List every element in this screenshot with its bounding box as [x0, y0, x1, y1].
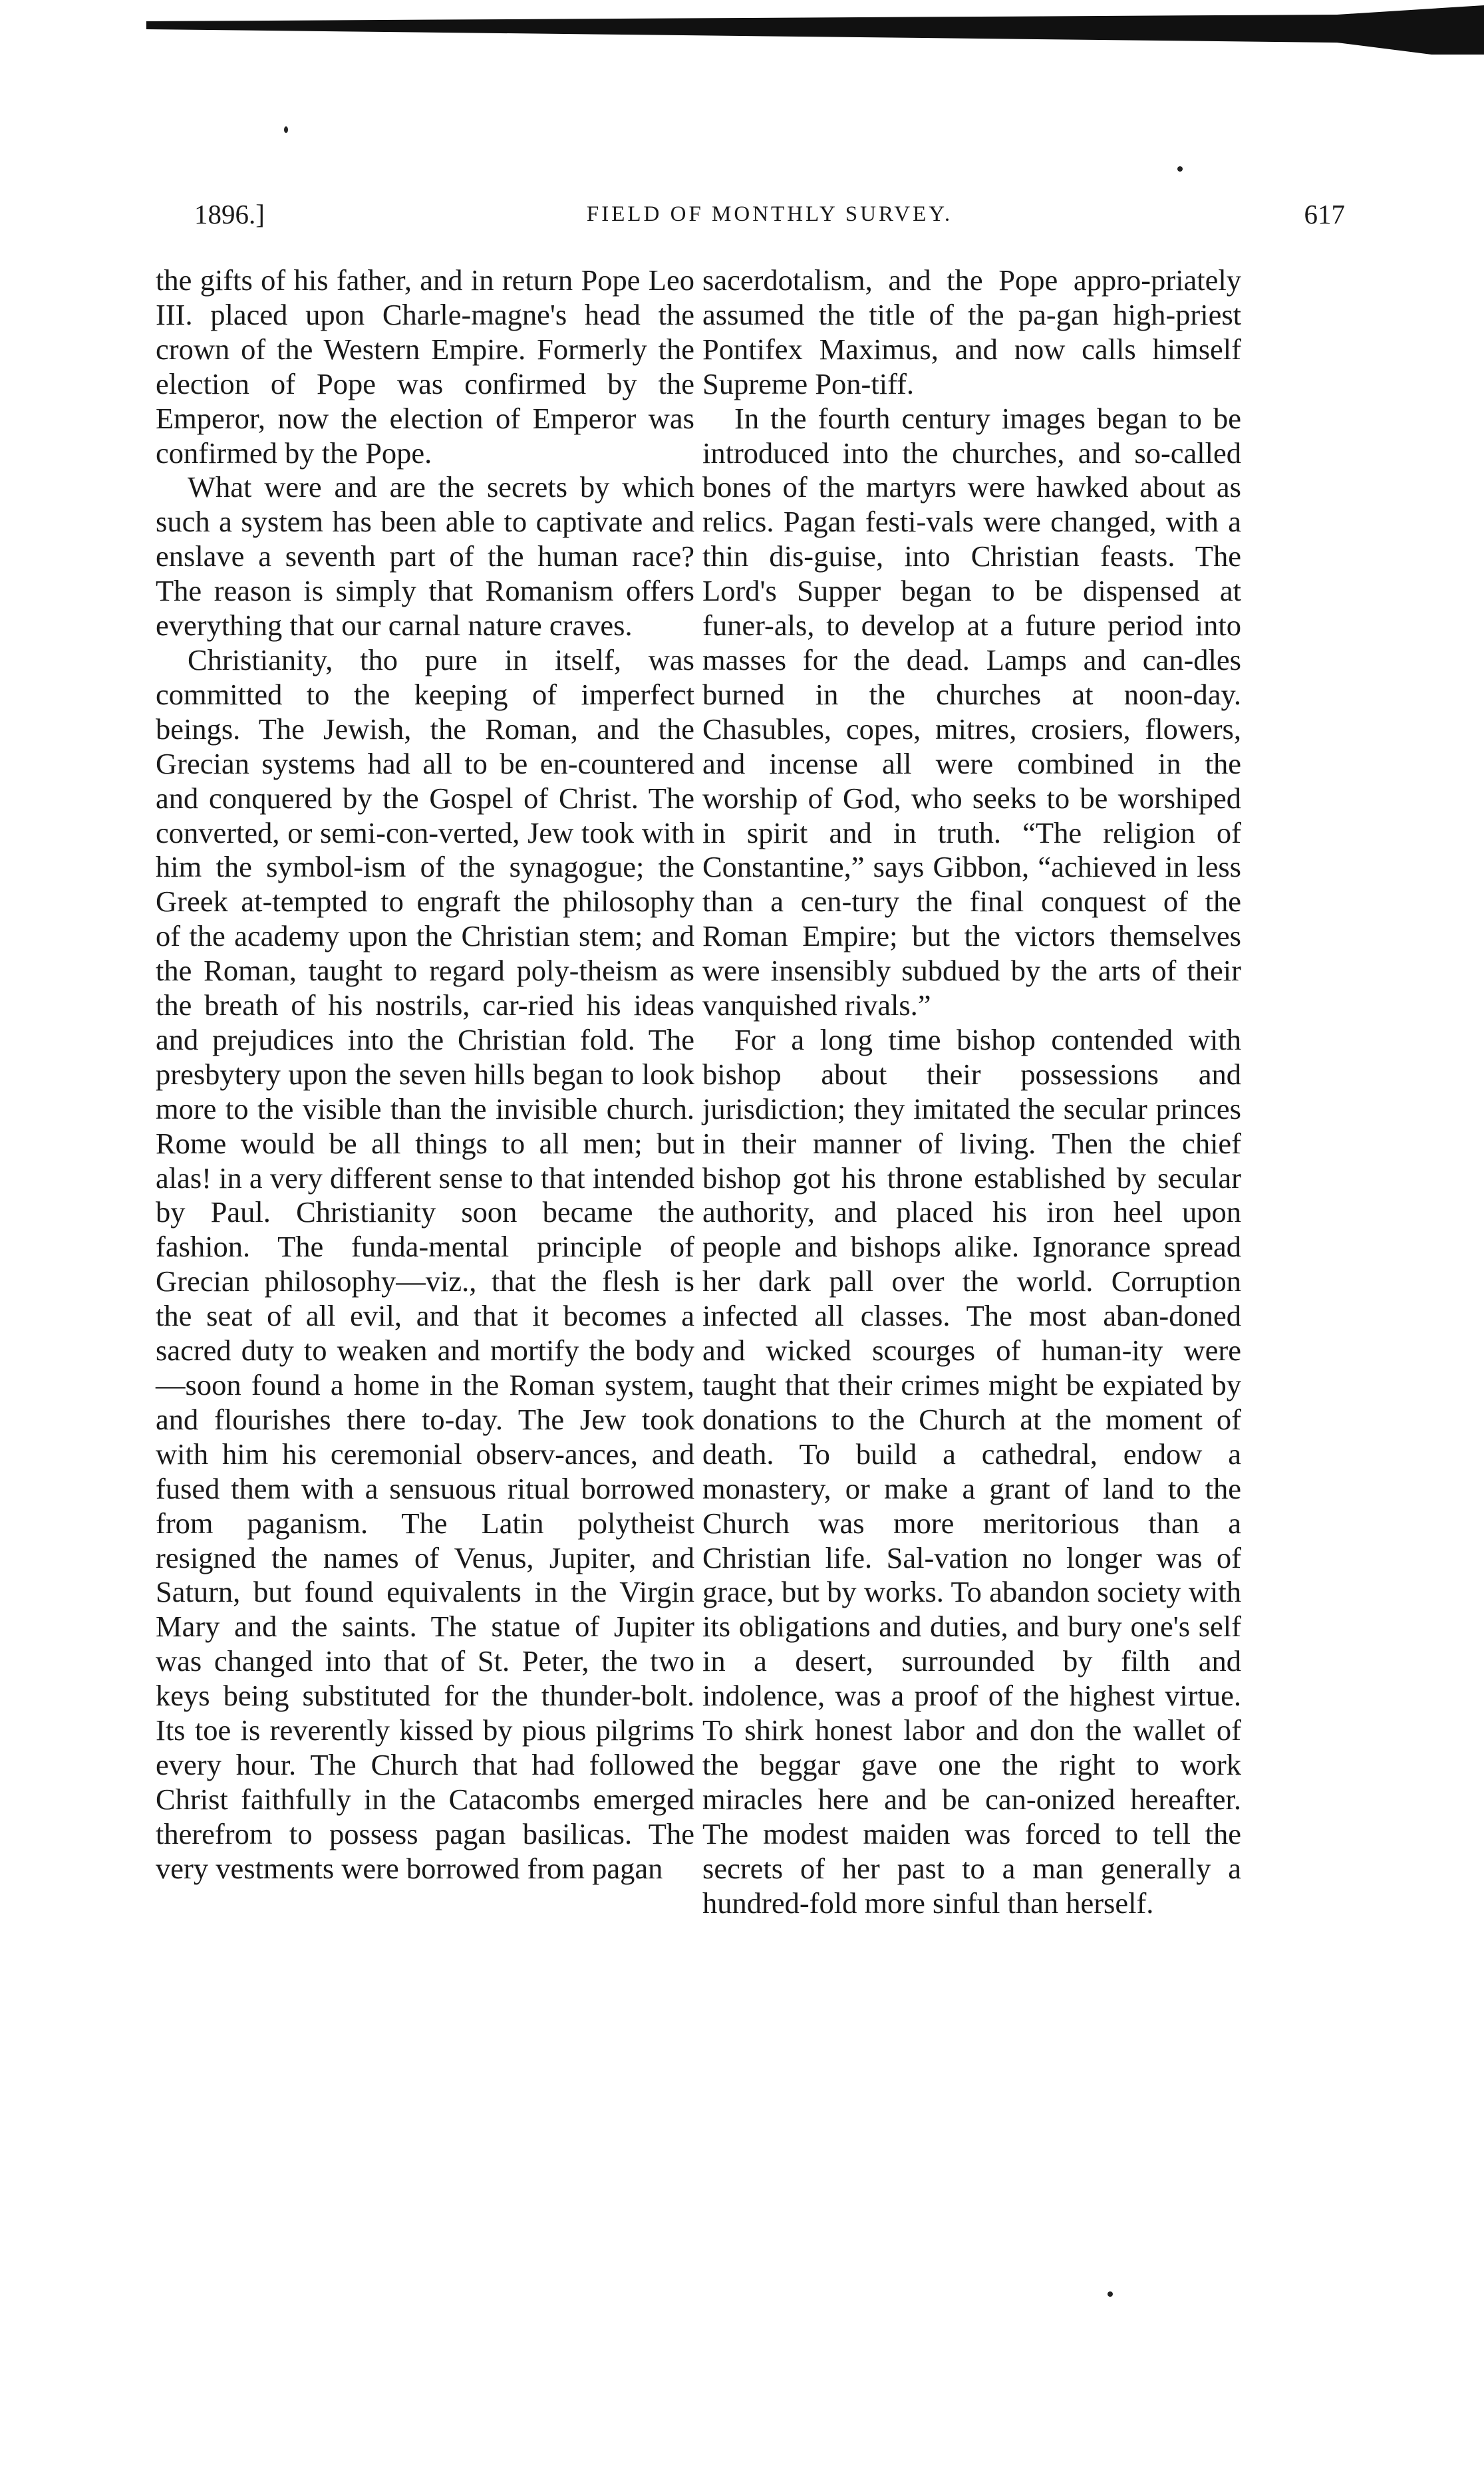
paragraph: sacerdotalism, and the Pope appro-priately assumed the title of the pa-gan high-priest Pontifex Maximus, and now calls himself Supreme Pon-tiff. — [702, 263, 1241, 400]
left-column — [156, 263, 694, 1886]
page-number: 617 — [1304, 199, 1345, 229]
paragraph: For a long time bishop contended with bishop about their possessions and jurisdiction; they imitated the secular princes in their manner of living. Then the chief bishop got his throne established by secular authority, and placed his iron heel upon people and bishops alike. Ignorance spread her dark pall over the world. Corruption infected all classes. The most aban-doned and wicked scourges of human-ity were taught that their crimes might be expiated by donations to the Church at the moment of death. To build a cathedral, endow a monastery, or make a grant of land to the Church was more meritorious than a Christian life. Sal-vation no longer was of grace, but by works. To abandon society with its obligations and duties, and bury one's self in a desert, surrounded by filth and indolence, was a proof of the highest virtue. To shirk honest labor and don the wallet of the beggar gave one the right to work miracles here and be can-onized hereafter. The modest maiden was forced to tell the secrets of her past to a man generally a hundred-fold more sinful than herself. — [702, 1022, 1241, 1920]
paragraph: Christianity, tho pure in itself, was committed to the keeping of imperfect beings. The Jewish, the Roman, and the Grecian systems had all to be en-countered and conquered by the Gospel of Christ. The converted, or semi-con-verted, Jew took with him the symbol-ism of the synagogue; the Greek at-tempted to engraft the philosophy of the academy upon the Christian stem; and the Roman, taught to regard poly-theism as the breath of his nostrils, car-ried his ideas and prejudices into the Christian fold. The presbytery upon the seven hills began to look more to the visible than the invisible church. Rome would be all things to all men; but alas! in a very different sense to that intended by Paul. Christianity soon became the fashion. The funda-mental principle of Grecian philosophy—viz., that the flesh is the seat of all evil, and that it becomes a sacred duty to weaken and mortify the body—soon found a home in the Roman system, and flourishes there to-day. The Jew took with him his ceremonial observ-ances, and fused them with a sensuous ritual borrowed from paganism. The Latin polytheist resigned the names of Venus, Jupiter, and Saturn, but found equivalents in the Virgin Mary and the saints. The statue of Jupiter was changed into that of St. Peter, the two keys being substituted for the thunder-bolt. Its toe is reverently kissed by pious pilgrims every hour. The Church that had followed Christ faithfully in the Catacombs emerged therefrom to possess pagan basilicas. The very vestments were borrowed from pagan — [156, 643, 694, 1885]
paragraph: What were and are the secrets by which such a system has been able to captivate and enslave a seventh part of the human race? The reason is simply that Romanism offers everything that our carnal nature craves. — [156, 470, 694, 643]
paragraph: In the fourth century images began to be introduced into the churches, and so-called bones of the martyrs were hawked about as relics. Pagan festi-vals were changed, with a thin dis-guise, into Christian feasts. The Lord's Supper began to be dispensed at funer-als, to develop at a future period into masses for the dead. Lamps and can-dles burned in the churches at noon-day. Chasubles, copes, mitres, crosiers, flowers, and incense all were combined in the worship of God, who seeks to be worshiped in spirit and in truth. “The religion of Constantine,” says Gibbon, “achieved in less than a cen-tury the final conquest of the Roman Empire; but the victors themselves were insensibly subdued by the arts of their vanquished rivals.” — [702, 401, 1241, 1022]
scan-speck — [1177, 166, 1183, 172]
running-header — [194, 194, 1345, 241]
paragraph: the gifts of his father, and in return Pope Leo III. placed upon Charle-magne's head the crown of the Western Empire. Formerly the election of Pope was confirmed by the Emperor, now the election of Emperor was confirmed by the Pope. — [156, 263, 694, 470]
right-column — [702, 263, 1241, 1921]
scan-speck — [284, 126, 288, 133]
header-date: 1896.] — [194, 199, 265, 229]
scan-speck — [1108, 2291, 1113, 2297]
scan-edge-bar — [146, 0, 1484, 55]
header-title: FIELD OF MONTHLY SURVEY. — [586, 202, 953, 226]
